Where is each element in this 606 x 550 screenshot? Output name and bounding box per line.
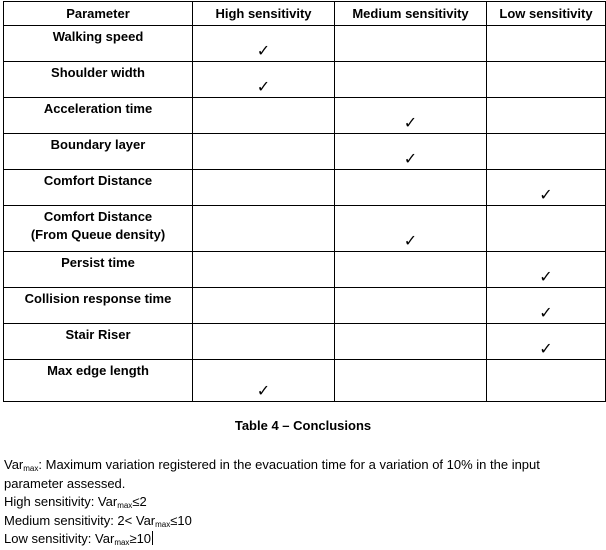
table-row bbox=[4, 360, 606, 402]
parameter-label: Walking speed bbox=[52, 29, 144, 44]
medium-sensitivity-cell bbox=[335, 252, 487, 288]
medium-sensitivity-cell bbox=[335, 206, 487, 252]
parameter-label: Shoulder width bbox=[51, 65, 145, 80]
table-row bbox=[4, 252, 606, 288]
parameter-label: Collision response time bbox=[24, 291, 172, 306]
parameter-cell bbox=[4, 252, 193, 288]
low-sensitivity-cell bbox=[487, 206, 606, 252]
medium-sensitivity-cell bbox=[335, 288, 487, 324]
table-header-row bbox=[4, 2, 606, 26]
header-medium-sensitivity: Medium sensitivity bbox=[335, 2, 487, 26]
table-row bbox=[4, 98, 606, 134]
low-sensitivity-cell bbox=[487, 98, 606, 134]
table-row bbox=[4, 26, 606, 62]
parameter-cell bbox=[4, 26, 193, 62]
checkmark-icon: ✓ bbox=[256, 41, 271, 60]
low-sensitivity-cell bbox=[487, 288, 606, 324]
checkmark-icon: ✓ bbox=[539, 185, 553, 204]
medium-sensitivity-cell bbox=[335, 134, 487, 170]
low-sensitivity-cell bbox=[487, 252, 606, 288]
checkmark-icon: ✓ bbox=[539, 339, 553, 358]
header-low-sensitivity: Low sensitivity bbox=[487, 2, 606, 26]
table-row bbox=[4, 288, 606, 324]
parameter-label: Comfort Distance bbox=[43, 173, 153, 188]
checkmark-icon: ✓ bbox=[256, 381, 271, 400]
table-row bbox=[4, 62, 606, 98]
parameter-cell bbox=[4, 134, 193, 170]
parameter-cell bbox=[4, 288, 193, 324]
parameter-cell bbox=[4, 324, 193, 360]
table-caption: Table 4 – Conclusions bbox=[234, 418, 372, 433]
parameter-label: Boundary layer bbox=[50, 137, 146, 152]
table-row bbox=[4, 324, 606, 360]
table-row bbox=[4, 170, 606, 206]
parameter-label: Stair Riser bbox=[65, 327, 131, 342]
high-sensitivity-cell bbox=[193, 62, 335, 98]
high-sensitivity-cell bbox=[193, 206, 335, 252]
checkmark-icon: ✓ bbox=[403, 149, 418, 168]
medium-sensitivity-cell bbox=[335, 98, 487, 134]
sensitivity-table bbox=[3, 1, 606, 402]
parameter-cell bbox=[4, 206, 193, 252]
high-sensitivity-cell bbox=[193, 288, 335, 324]
low-sensitivity-cell bbox=[487, 26, 606, 62]
low-sensitivity-cell bbox=[487, 324, 606, 360]
checkmark-icon: ✓ bbox=[403, 231, 418, 250]
high-sensitivity-cell bbox=[193, 26, 335, 62]
high-sensitivity-cell bbox=[193, 360, 335, 402]
checkmark-icon: ✓ bbox=[539, 303, 553, 322]
header-high-sensitivity: High sensitivity bbox=[193, 2, 335, 26]
parameter-label: Comfort Distance bbox=[43, 209, 153, 224]
parameter-label-line2: (From Queue density) bbox=[30, 227, 166, 242]
table-row bbox=[4, 134, 606, 170]
low-sensitivity-cell bbox=[487, 134, 606, 170]
parameter-cell bbox=[4, 62, 193, 98]
parameter-label: Acceleration time bbox=[43, 101, 153, 116]
low-sensitivity-rule: Low sensitivity: Var$_{max}$≥10 bbox=[4, 531, 152, 547]
header-parameter: Parameter bbox=[4, 2, 193, 26]
high-sensitivity-cell bbox=[193, 98, 335, 134]
table-row bbox=[4, 206, 606, 252]
notes bbox=[4, 456, 602, 549]
checkmark-icon: ✓ bbox=[256, 77, 271, 96]
checkmark-icon: ✓ bbox=[403, 113, 418, 132]
low-sensitivity-cell bbox=[487, 62, 606, 98]
text-cursor bbox=[152, 531, 153, 545]
high-sensitivity-cell bbox=[193, 324, 335, 360]
high-sensitivity-cell bbox=[193, 252, 335, 288]
low-sensitivity-cell bbox=[487, 170, 606, 206]
var-max-definition: Var$_{max}$: Maximum variation registered in the evacuation time for a variation of 10% in the input parameter assessed. bbox=[4, 457, 540, 491]
high-sensitivity-rule: High sensitivity: Var$_{max}$≤2 bbox=[4, 494, 147, 510]
medium-sensitivity-cell bbox=[335, 26, 487, 62]
parameter-cell bbox=[4, 360, 193, 402]
medium-sensitivity-cell bbox=[335, 170, 487, 206]
parameter-label: Persist time bbox=[61, 255, 135, 270]
parameter-cell bbox=[4, 170, 193, 206]
low-sensitivity-cell bbox=[487, 360, 606, 402]
medium-sensitivity-cell bbox=[335, 360, 487, 402]
high-sensitivity-cell bbox=[193, 134, 335, 170]
medium-sensitivity-cell bbox=[335, 62, 487, 98]
medium-sensitivity-cell bbox=[335, 324, 487, 360]
parameter-cell bbox=[4, 98, 193, 134]
high-sensitivity-cell bbox=[193, 170, 335, 206]
parameter-label: Max edge length bbox=[47, 363, 149, 378]
checkmark-icon: ✓ bbox=[539, 267, 553, 286]
medium-sensitivity-rule: Medium sensitivity: 2< Var$_{max}$≤10 bbox=[4, 512, 192, 529]
